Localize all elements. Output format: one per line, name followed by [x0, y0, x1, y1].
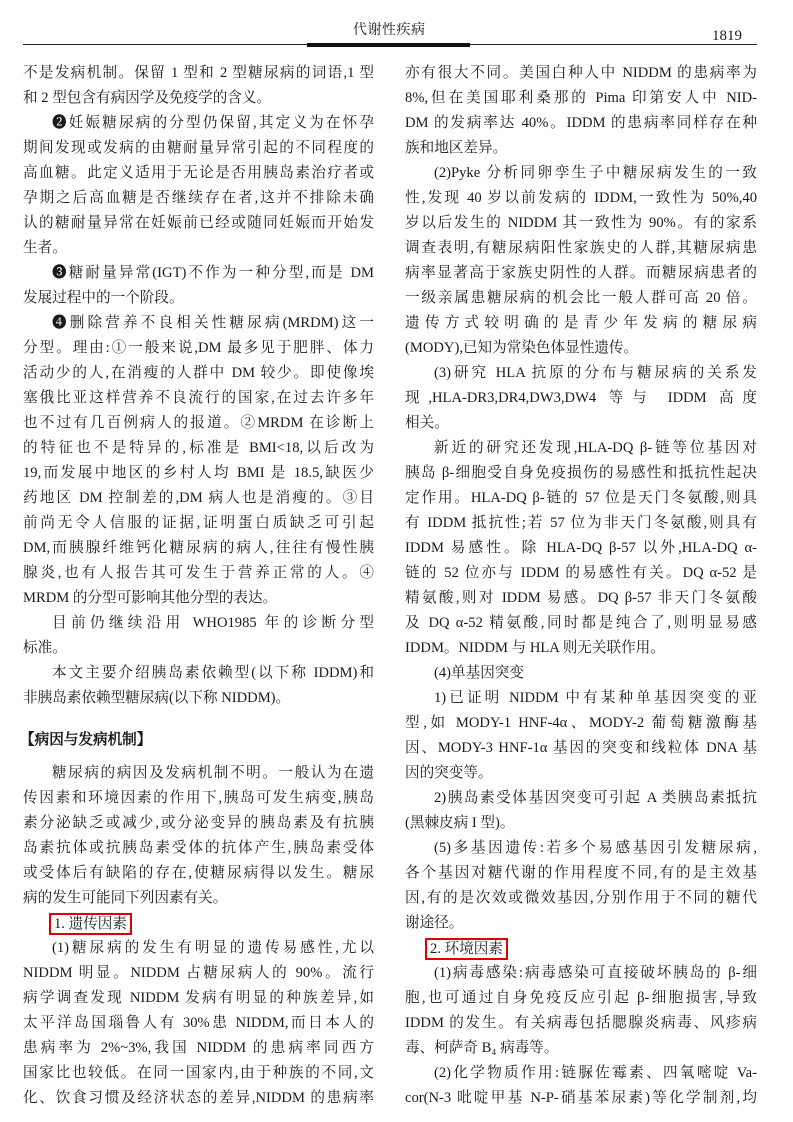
text-line: 认的糖耐量异常在妊娠前已经或随同妊娠而开始发: [23, 215, 374, 231]
page-number: 1819: [712, 28, 742, 44]
text-line: ❷妊娠糖尿病的分型仍保留,其定义为在怀孕: [52, 115, 374, 131]
text-line: 病的发生可能同下列因素有关。: [23, 890, 228, 906]
section-heading: 【病因与发病机制】: [20, 732, 152, 748]
subheading-row: [405, 936, 757, 961]
text-line: 和 2 型包含有病因学及免疫学的含义。: [23, 90, 272, 106]
paragraph: [405, 961, 757, 1061]
text-line: IDDM 的发生。有关病毒包括腮腺炎病毒、风疹病: [405, 1015, 757, 1031]
text-line: DM 的发病率达 40%。IDDM 的患病率同样存在种: [405, 115, 757, 131]
text-line: 因、MODY-3 HNF-1α 基因的突变和线粒体 DNA 基: [405, 740, 757, 756]
text-line: (1)糖尿病的发生有明显的遗传易感性,尤以: [52, 940, 374, 956]
text-line: 病率显著高于家族史阴性的人群。而糖尿病患者的: [405, 265, 757, 281]
text-line: 因的突变等。: [405, 765, 493, 781]
paragraph: [23, 611, 374, 661]
paragraph: [405, 686, 757, 786]
text-line: IDDM。NIDDM 与 HLA 则无关联作用。: [405, 640, 665, 656]
text-line: 型,如 MODY-1 HNF-4α、MODY-2 葡萄糖激酶基: [405, 715, 757, 731]
text-line: 链的 52 位亦与 IDDM 的易感性有关。DQ α-52 是: [405, 565, 757, 581]
text-line: 胞,也可通过自身免疫反应引起 β-细胞损害,导致: [405, 990, 757, 1006]
text-line: 族和地区差异。: [405, 140, 508, 156]
text-line: 化、饮食习惯及经济状态的差异,NIDDM 的患病率: [23, 1090, 374, 1106]
text-line: ❸糖耐量异常(IGT)不作为一种分型,而是 DM: [52, 265, 374, 281]
text-line: ❹删除营养不良相关性糖尿病(MRDM)这一: [52, 315, 374, 331]
subheading-row: [23, 911, 374, 936]
journal-section-title: 代谢性疾病: [353, 23, 426, 38]
paragraph: [23, 311, 374, 611]
paragraph: [405, 661, 757, 686]
text-line: 岁以后发生的 NIDDM 其一致性为 90%。有的家系: [405, 215, 757, 231]
text-line: (1)病毒感染:病毒感染可直接破坏胰岛的 β-细: [434, 965, 757, 981]
text-line: 塞俄比亚这样营养不良流行的国家,在过去许多年: [23, 390, 374, 406]
text-line: DM,而胰腺纤维钙化糖尿病的病人,往往有慢性胰: [23, 540, 374, 556]
text-line: 标准。: [23, 640, 67, 656]
text-line: 亦有很大不同。美国白种人中 NIDDM 的患病率为: [405, 65, 757, 81]
text-line: 素分泌缺乏或减少,或分泌变异的胰岛素及有抗胰: [23, 815, 374, 831]
text-line: 一级亲属患糖尿病的机会比一般人群可高 20 倍。: [405, 290, 757, 306]
text-line: 前尚无令人信服的证据,证明蛋白质缺乏可引起: [23, 515, 374, 531]
text-line: 孕期之后高血糖是否继续存在者,这并不排除未确: [23, 190, 374, 206]
text-line: 各个基因对糖代谢的作用程度不同,有的是主效基: [405, 865, 757, 881]
text-line: 19,而发展中地区的乡村人均 BMI 是 18.5,缺医少: [23, 465, 374, 481]
text-line: (4)单基因突变: [434, 665, 524, 681]
text-line: 国家比也较低。在同一国家内,由于种族的不同,文: [23, 1065, 374, 1081]
paragraph: [405, 161, 757, 361]
text-line: 发展过程中的一个阶段。: [23, 290, 184, 306]
text-line: 8%,但在美国耶利桑那的 Pima 印第安人中 NID-: [405, 90, 757, 106]
left-column-block-a: [23, 61, 374, 711]
text-line: 不是发病机制。保留 1 型和 2 型糖尿病的词语,1 型: [23, 65, 374, 81]
text-line: 岛素抗体或抗胰岛素受体的抗体产生,胰岛素受体: [23, 840, 374, 856]
text-line: 新近的研究还发现,HLA-DQ β-链等位基因对: [434, 440, 757, 456]
text-line: 生者。: [23, 240, 67, 256]
text-line: (2)Pyke 分析同卵孪生子中糖尿病发生的一致: [434, 165, 757, 181]
text-line: 相关。: [405, 415, 449, 431]
text-line: 遗传方式较明确的是青少年发病的糖尿病: [405, 315, 757, 331]
text-line: 本文主要介绍胰岛素依赖型(以下称 IDDM)和: [52, 665, 374, 681]
text-line: (2)化学物质作用:链脲佐霉素、四氧嘧啶 Va-: [434, 1065, 757, 1081]
text-line: 腺炎,也有人报告其可发生于营养正常的人。④: [23, 565, 374, 581]
text-line: 活动少的人,在消瘦的人群中 DM 较少。即使像埃: [23, 365, 374, 381]
highlighted-subheading: 1. 遗传因素: [49, 913, 132, 935]
text-line: 或受体后有缺陷的存在,使糖尿病得以发生。糖尿: [23, 865, 374, 881]
paragraph: [23, 61, 374, 111]
text-line: 现,HLA-DR3,DR4,DW3,DW4 等与 IDDM 高度: [405, 390, 757, 406]
text-line: 的特征也不是特异的,标准是 BMI<18,以后改为: [23, 440, 374, 456]
text-line: 非胰岛素依赖型糖尿病(以下称 NIDDM)。: [23, 690, 291, 706]
text-line: 期间发现或发病的由糖耐量异常引起的不同程度的: [23, 140, 374, 156]
right-column: [405, 61, 757, 1111]
text-line: 因,有的是次效或微效基因,分别作用于不同的糖代: [405, 890, 757, 906]
text-line: (黑棘皮病 I 型)。: [405, 815, 515, 831]
text-line: MRDM 的分型可影响其他分型的表达。: [23, 590, 278, 606]
text-line: IDDM 易感性。除 HLA-DQ β-57 以外,HLA-DQ α-: [405, 540, 757, 556]
text-line: (3)研究 HLA 抗原的分布与糖尿病的关系发: [434, 365, 757, 381]
highlighted-subheading: 2. 环境因素: [425, 938, 508, 960]
text-line: 性,发现 40 岁以前发病的 IDDM,一致性为 50%,40: [405, 190, 757, 206]
text-line: NIDDM 明显。NIDDM 占糖尿病人的 90%。流行: [23, 965, 374, 981]
text-line: (5)多基因遗传:若多个易感基因引发糖尿病,: [434, 840, 757, 856]
text-line: 药地区 DM 控制差的,DM 病人也是消瘦的。③目: [23, 490, 374, 506]
text-line: 谢途径。: [405, 915, 464, 931]
paragraph: [405, 361, 757, 436]
text-line: 有 IDDM 抵抗性;若 57 位为非天门冬氨酸,则具有: [405, 515, 757, 531]
text-line: cor(N-3 吡啶甲基 N-P-硝基苯尿素)等化学制剂,均: [405, 1090, 757, 1106]
text-line: 调查表明,有糖尿病阳性家族史的人群,其糖尿病患: [405, 240, 757, 256]
text-line: 2)胰岛素受体基因突变可引起 A 类胰岛素抵抗: [434, 790, 757, 806]
text-line: 分型。理由:①一般来说,DM 最多见于肥胖、体力: [23, 340, 374, 356]
paragraph: [405, 436, 757, 661]
header-rule-accent: [307, 43, 470, 47]
text-line: 1)已证明 NIDDM 中有某种单基因突变的亚: [434, 690, 757, 706]
paragraph: [405, 1061, 757, 1111]
text-line: 太平洋岛国瑙鲁人有 30%患 NIDDM,而日本人的: [23, 1015, 374, 1031]
text-line: 高血糖。此定义适用于无论是否用胰岛素治疗者或: [23, 165, 374, 181]
text-line: 及 DQ α-52 精氨酸,同时都是纯合了,则明显易感: [405, 615, 757, 631]
text-line: 患病率为 2%~3%,我国 NIDDM 的患病率同西方: [23, 1040, 374, 1056]
text-line: 精氨酸,则对 IDDM 易感。DQ β-57 非天门冬氨酸: [405, 590, 757, 606]
paragraph: [405, 61, 757, 161]
text-line: 糖尿病的病因及发病机制不明。一般认为在遗: [52, 765, 374, 781]
text-line: 传因素和环境因素的作用下,胰岛可发生病变,胰岛: [23, 790, 374, 806]
text-line: 胰岛 β-细胞受自身免疫损伤的易感性和抵抗性起决: [405, 465, 757, 481]
paragraph: [405, 836, 757, 936]
text-line: 定作用。HLA-DQ β-链的 57 位是天门冬氨酸,则具: [405, 490, 757, 506]
text-line: 目前仍继续沿用 WHO1985 年的诊断分型: [52, 615, 374, 631]
paragraph: [23, 936, 374, 1111]
text-line: 也不过有几百例病人的报道。②MRDM 在诊断上: [23, 415, 374, 431]
paragraph: [23, 261, 374, 311]
paragraph: [23, 111, 374, 261]
text-line: (MODY),已知为常染色体显性遗传。: [405, 340, 639, 356]
left-column-block-b: [23, 761, 374, 1111]
paragraph: [23, 761, 374, 911]
text-line: 毒、柯萨奇 B₄ 病毒等。: [405, 1040, 559, 1056]
paragraph: [405, 786, 757, 836]
paragraph: [23, 661, 374, 711]
text-line: 病学调查发现 NIDDM 发病有明显的种族差异,如: [23, 990, 374, 1006]
